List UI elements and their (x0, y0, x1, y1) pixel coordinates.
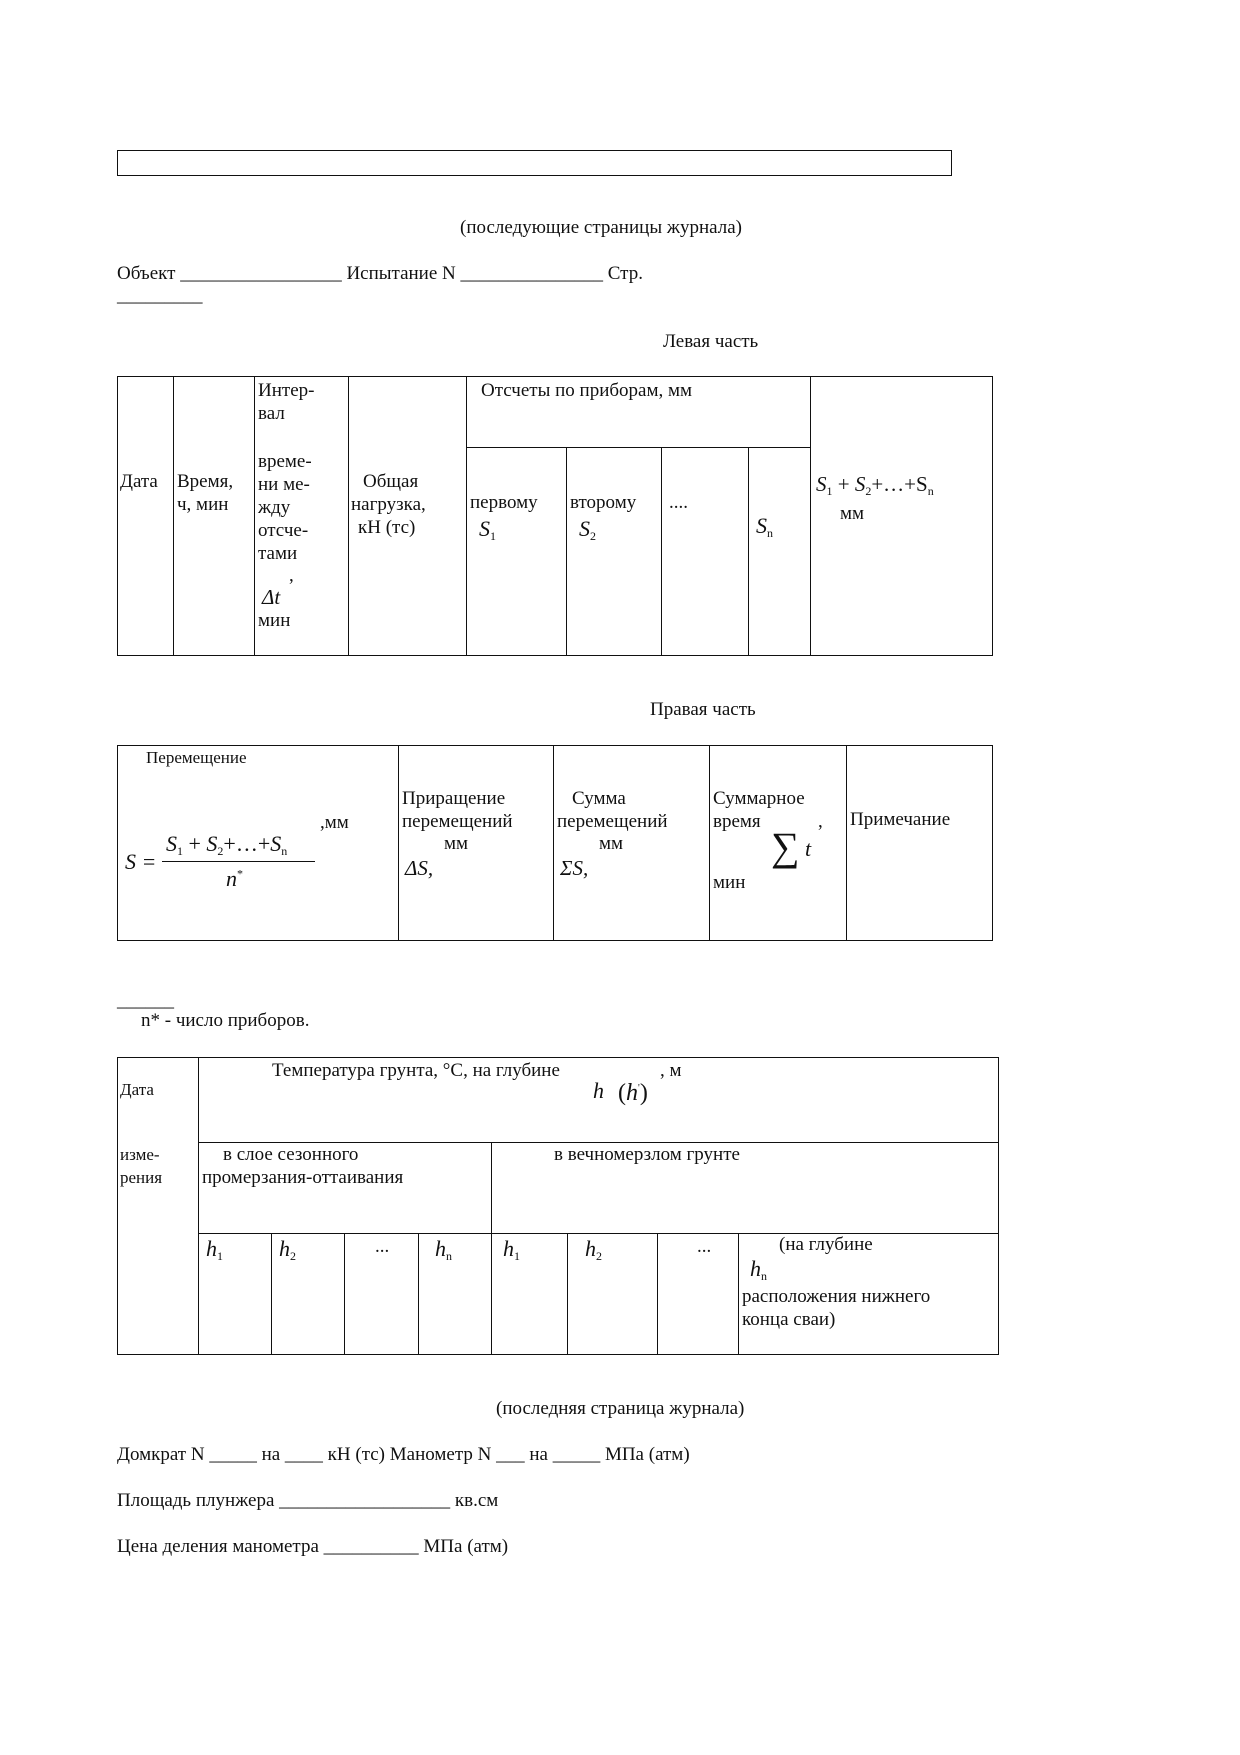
temp-dots-a: ... (375, 1236, 390, 1257)
temp-dots-b: ... (697, 1236, 712, 1257)
col-interval-2: вал (258, 403, 285, 424)
last-note-2: расположения нижнего (742, 1286, 931, 1307)
temp-col-date-2b: рения (120, 1168, 163, 1187)
col-interval-3: време- (258, 451, 312, 472)
formula-denominator: n* (226, 866, 243, 891)
col-increment-1: Приращение (402, 788, 506, 809)
temp-h2-b: $h_2$ (585, 1236, 602, 1263)
col-interval-7: тами (258, 543, 298, 564)
formula-fraction-bar (162, 861, 315, 862)
col-n-symbol: $S_n$ (756, 513, 773, 540)
temp-h-prime-group: (h') (618, 1080, 648, 1106)
col-sum-symbol: ΣS, (560, 856, 589, 880)
col-interval-6: отсче- (258, 520, 309, 541)
sum-unit: мм (840, 503, 865, 524)
col-sum-unit: мм (599, 833, 624, 854)
col-total-time-t: t (805, 836, 812, 861)
col-sum-2: перемещений (557, 811, 668, 832)
page-subtitle: (последующие страницы журнала) (460, 217, 742, 238)
formula-s-eq: S = (125, 849, 157, 874)
temp-col-date-2a: изме- (120, 1145, 160, 1164)
left-part-title: Левая часть (663, 331, 759, 352)
col-interval-delta-t: Δt (262, 585, 281, 609)
col-time-2: ч, мин (177, 494, 229, 515)
top-frame (117, 150, 952, 176)
col-increment-2: перемещений (402, 811, 513, 832)
plunger-line: Площадь плунжера __________________ кв.см (117, 1490, 499, 1511)
col-increment-symbol: ΔS, (405, 856, 434, 880)
col-interval-4: ни ме- (258, 474, 310, 495)
temp-header-unit: , м (660, 1060, 682, 1081)
temp-header: Температура грунта, °C, на глубине (272, 1060, 560, 1081)
col-load-3: кН (тс) (358, 517, 416, 538)
permafrost-header: в вечномерзлом грунте (554, 1144, 740, 1165)
last-page-subtitle: (последняя страница журнала) (496, 1398, 745, 1419)
col-interval-1: Интер- (258, 380, 315, 401)
temp-hn-b: $h_n$ (750, 1256, 767, 1283)
formula-unit: ,мм (320, 812, 349, 833)
last-note-3: конца сваи) (742, 1309, 836, 1330)
col-dots: .... (669, 492, 688, 513)
temp-hn-a: $h_n$ (435, 1236, 452, 1263)
col-interval-unit: мин (258, 610, 291, 631)
col-total-time-2: время (713, 811, 761, 832)
col-total-time-comma: , (818, 811, 823, 832)
seasonal-layer-2: промерзания-оттаивания (202, 1167, 404, 1188)
sum-formula: $S_1$ + $S_2+\dots+S_n$ (816, 472, 934, 498)
col-first-symbol: $S_1$ (479, 516, 496, 543)
formula-numerator: $S_1$ + $S_2+\dots+S_n$ (166, 831, 288, 858)
seasonal-layer-1: в слое сезонного (223, 1144, 359, 1165)
col-time-1: Время, (177, 471, 234, 492)
temp-col-date: Дата (120, 1080, 154, 1099)
col-total-time-unit: мин (713, 872, 746, 893)
temp-h1-b: $h_1$ (503, 1236, 520, 1263)
object-line-continuation: _________ (117, 285, 203, 306)
col-second-symbol: $S_2$ (579, 516, 596, 543)
col-displacement: Перемещение (146, 748, 247, 767)
col-second: второму (570, 492, 637, 513)
readings-header: Отсчеты по приборам, мм (481, 380, 693, 401)
footnote-rule: ______ (117, 990, 174, 1011)
jack-line: Домкрат N _____ на ____ кН (тс) Манометр N ___ на _____ МПа (атм) (117, 1444, 690, 1465)
col-interval-5: жду (258, 497, 291, 518)
right-part-title: Правая часть (650, 699, 756, 720)
footnote-text: n* - число приборов. (141, 1010, 310, 1031)
col-date: Дата (120, 471, 158, 492)
col-interval-comma: , (289, 565, 294, 586)
col-first: первому (470, 492, 538, 513)
object-line: Объект _________________ Испытание N _______________ Стр. (117, 263, 643, 284)
col-increment-unit: мм (444, 833, 469, 854)
col-load-2: нагрузка, (351, 494, 426, 515)
temp-h-symbol: h (593, 1078, 604, 1103)
col-total-time-1: Суммарное (713, 788, 805, 809)
sum-sign-icon: ∑ (771, 824, 800, 869)
last-note-1: (на глубине (779, 1234, 873, 1255)
temp-h1-a: $h_1$ (206, 1236, 223, 1263)
col-note: Примечание (850, 809, 951, 830)
temperature-table (117, 1057, 999, 1355)
col-sum-1: Сумма (572, 788, 626, 809)
temp-h2-a: $h_2$ (279, 1236, 296, 1263)
gauge-line: Цена деления манометра __________ МПа (атм) (117, 1536, 509, 1557)
col-load-1: Общая (363, 471, 419, 492)
